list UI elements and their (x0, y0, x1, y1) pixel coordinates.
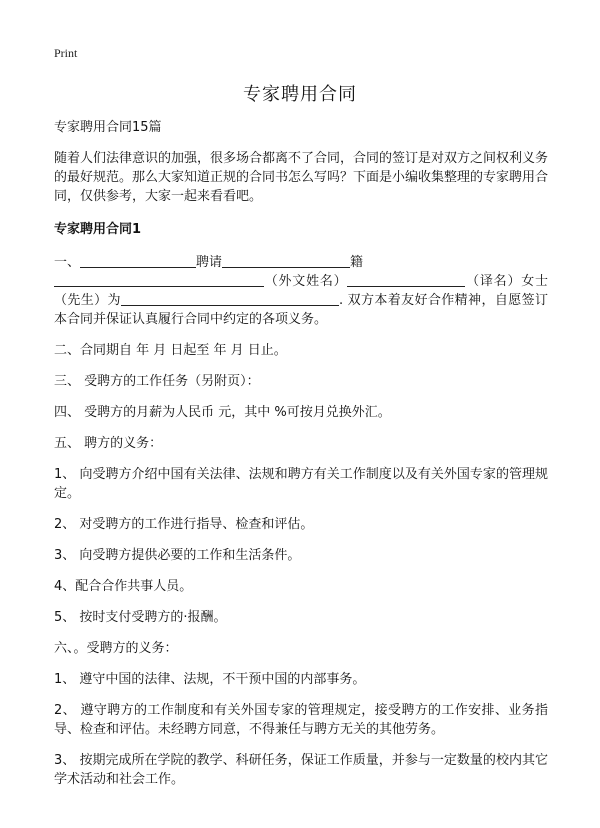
clause-1-part-d: （外文姓名） (264, 274, 348, 289)
blank-field (80, 253, 196, 268)
clause: 三、 受聘方的工作任务（另附页）： (54, 374, 260, 389)
clause-1-part-b: 聘请 (196, 255, 223, 270)
clause-1-part-e: （译名）女士（先生）为 (54, 274, 548, 308)
section-heading: 专家聘用合同1 (54, 222, 142, 237)
document-body (54, 118, 548, 801)
clause: 二、合同期自 年 月 日起至 年 月 日止。 (54, 343, 287, 358)
clause-1-part-a: 一、 (54, 255, 81, 270)
clause: 5、 按时支付受聘方的·报酬。 (54, 610, 227, 625)
clause-1-part-f: . 双方本着友好合作精神，自愿签订本合同并保证认真履行合同中约定的各项义务。 (54, 293, 548, 327)
intro-paragraph: 随着人们法律意识的加强，很多场合都离不了合同，合同的签订是对双方之间权利义务的最好规范。那么大家知道正规的合同书怎么写吗？下面是小编收集整理的专家聘用合同，仅供参考，大家一起来看看吧。 (54, 151, 549, 204)
print-label: Print (54, 46, 78, 60)
clause: 五、 聘方的义务： (54, 436, 163, 451)
document-title: 专家聘用合同 (243, 84, 357, 105)
blank-field (347, 272, 465, 287)
clause: 3、 向受聘方提供必要的工作和生活条件。 (54, 548, 301, 563)
clause: 4、配合合作共事人员。 (54, 579, 193, 594)
clause: 3、 按期完成所在学院的教学、科研任务，保证工作质量，并参与一定数量的校内其它学术活动和社会工作。 (54, 753, 548, 787)
document-subtitle: 专家聘用合同15篇 (54, 120, 162, 135)
clause: 六、。受聘方的义务： (54, 641, 178, 656)
clause-1 (54, 253, 548, 329)
clause: 2、 遵守聘方的工作制度和有关外国专家的管理规定，接受聘方的工作安排、业务指导、检查和评估。未经聘方同意，不得兼任与聘方无关的其他劳务。 (54, 703, 548, 737)
blank-field (121, 291, 339, 306)
clause: 1、 向受聘方介绍中国有关法律、法规和聘方有关工作制度以及有关外国专家的管理规定。 (54, 467, 548, 501)
clause: 四、 受聘方的月薪为人民币 元，其中 %可按月兑换外汇。 (54, 405, 391, 420)
blank-field (222, 253, 350, 268)
clause: 2、 对受聘方的工作进行指导、检查和评估。 (54, 517, 314, 532)
clause: 1、 遵守中国的法律、法规，不干预中国的内部事务。 (54, 672, 366, 687)
clause-1-part-c: 籍 (350, 255, 364, 270)
blank-field (54, 272, 264, 287)
